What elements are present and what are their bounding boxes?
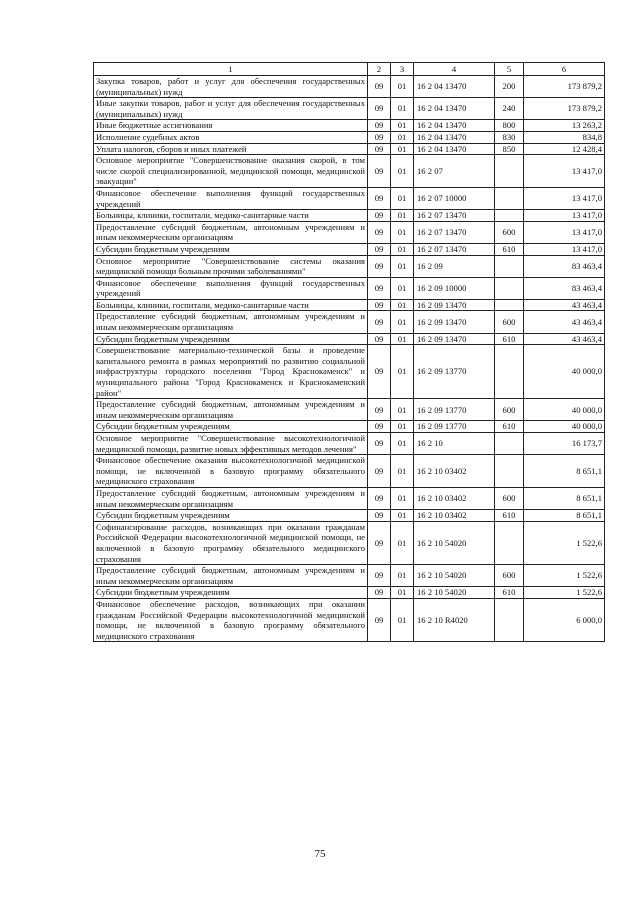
table-row — [94, 311, 605, 333]
target-article-code: 16 2 07 10000 — [414, 187, 495, 209]
table-row — [94, 521, 605, 564]
table-row — [94, 421, 605, 433]
target-article-code: 16 2 09 13470 — [414, 299, 495, 311]
subsection-code: 01 — [391, 487, 414, 509]
subsection-code: 01 — [391, 155, 414, 188]
amount: 173 879,2 — [524, 76, 605, 98]
expense-type-code: 600 — [495, 487, 524, 509]
target-article-code: 16 2 04 13470 — [414, 131, 495, 143]
table-row — [94, 510, 605, 522]
subsection-code: 01 — [391, 455, 414, 488]
subsection-code: 01 — [391, 277, 414, 299]
amount: 43 463,4 — [524, 299, 605, 311]
table-row — [94, 221, 605, 243]
subsection-code: 01 — [391, 299, 414, 311]
expense-type-code — [495, 187, 524, 209]
subsection-code: 01 — [391, 143, 414, 155]
section-code: 09 — [368, 155, 391, 188]
target-article-code: 16 2 04 13470 — [414, 143, 495, 155]
section-code: 09 — [368, 98, 391, 120]
amount: 6 000,0 — [524, 598, 605, 641]
table-row — [94, 487, 605, 509]
amount: 40 000,0 — [524, 421, 605, 433]
header-row — [94, 63, 605, 76]
item-name: Уплата налогов, сборов и иных платежей — [94, 143, 368, 155]
item-name: Субсидии бюджетным учреждениям — [94, 421, 368, 433]
target-article-code: 16 2 07 — [414, 155, 495, 188]
table-row — [94, 98, 605, 120]
item-name: Предоставление субсидий бюджетным, автономным учреждениям и иным некоммерческим организациям — [94, 487, 368, 509]
target-article-code: 16 2 09 10000 — [414, 277, 495, 299]
expense-type-code: 600 — [495, 221, 524, 243]
item-name: Больницы, клиники, госпитали, медико-санитарные части — [94, 299, 368, 311]
amount: 834,8 — [524, 131, 605, 143]
subsection-code: 01 — [391, 433, 414, 455]
amount: 13 417,0 — [524, 221, 605, 243]
section-code: 09 — [368, 399, 391, 421]
expense-type-code — [495, 255, 524, 277]
item-name: Предоставление субсидий бюджетным, автономным учреждениям и иным некоммерческим организациям — [94, 311, 368, 333]
target-article-code: 16 2 10 — [414, 433, 495, 455]
table-row — [94, 187, 605, 209]
expense-type-code: 600 — [495, 311, 524, 333]
section-code: 09 — [368, 143, 391, 155]
amount: 16 173,7 — [524, 433, 605, 455]
section-code: 09 — [368, 345, 391, 399]
section-code: 09 — [368, 487, 391, 509]
expense-type-code — [495, 521, 524, 564]
expense-type-code — [495, 210, 524, 222]
amount: 40 000,0 — [524, 345, 605, 399]
target-article-code: 16 2 07 13470 — [414, 210, 495, 222]
expense-type-code — [495, 598, 524, 641]
section-code: 09 — [368, 243, 391, 255]
subsection-code: 01 — [391, 510, 414, 522]
table-row — [94, 345, 605, 399]
target-article-code: 16 2 09 13470 — [414, 333, 495, 345]
amount: 13 417,0 — [524, 187, 605, 209]
section-code: 09 — [368, 598, 391, 641]
column-header: 5 — [495, 63, 524, 76]
item-name: Финансовое обеспечение выполнения функций государственных учреждений — [94, 277, 368, 299]
item-name: Софинансирование расходов, возникающих при оказании гражданам Российской Федерации высокотехнологичной медицинской помощи, не включенной в базовую программу обязательного медицинского страхования — [94, 521, 368, 564]
amount: 83 463,4 — [524, 277, 605, 299]
section-code: 09 — [368, 187, 391, 209]
subsection-code: 01 — [391, 131, 414, 143]
expense-type-code: 830 — [495, 131, 524, 143]
item-name: Финансовое обеспечение выполнения функций государственных учреждений — [94, 187, 368, 209]
expense-type-code: 610 — [495, 333, 524, 345]
column-header: 6 — [524, 63, 605, 76]
item-name: Иные бюджетные ассигнования — [94, 120, 368, 132]
table-row — [94, 433, 605, 455]
section-code: 09 — [368, 565, 391, 587]
item-name: Финансовое обеспечение расходов, возникающих при оказании гражданам Российской Федерации высокотехнологичной медицинской помощи, не включенной в базовую программу обязательного медицинского страхования — [94, 598, 368, 641]
expense-type-code: 610 — [495, 421, 524, 433]
table-row — [94, 131, 605, 143]
section-code: 09 — [368, 421, 391, 433]
subsection-code: 01 — [391, 399, 414, 421]
table-row — [94, 210, 605, 222]
section-code: 09 — [368, 311, 391, 333]
expense-type-code — [495, 455, 524, 488]
section-code: 09 — [368, 210, 391, 222]
subsection-code: 01 — [391, 120, 414, 132]
subsection-code: 01 — [391, 345, 414, 399]
expense-type-code: 850 — [495, 143, 524, 155]
column-header: 1 — [94, 63, 368, 76]
subsection-code: 01 — [391, 333, 414, 345]
section-code: 09 — [368, 120, 391, 132]
subsection-code: 01 — [391, 587, 414, 599]
amount: 43 463,4 — [524, 333, 605, 345]
table-row — [94, 243, 605, 255]
section-code: 09 — [368, 333, 391, 345]
amount: 43 463,4 — [524, 311, 605, 333]
expense-type-code — [495, 277, 524, 299]
target-article-code: 16 2 10 03402 — [414, 455, 495, 488]
item-name: Предоставление субсидий бюджетным, автономным учреждениям и иным некоммерческим организациям — [94, 221, 368, 243]
item-name: Закупка товаров, работ и услуг для обеспечения государственных (муниципальных) нужд — [94, 76, 368, 98]
table-row — [94, 565, 605, 587]
item-name: Субсидии бюджетным учреждениям — [94, 510, 368, 522]
expense-type-code: 800 — [495, 120, 524, 132]
target-article-code: 16 2 09 13770 — [414, 421, 495, 433]
table-row — [94, 143, 605, 155]
item-name: Иные закупки товаров, работ и услуг для обеспечения государственных (муниципальных) нужд — [94, 98, 368, 120]
table-row — [94, 333, 605, 345]
item-name: Основное мероприятие "Совершенствование высокотехнологичной медицинской помощи, развитие новых эффективных методов лечения" — [94, 433, 368, 455]
subsection-code: 01 — [391, 421, 414, 433]
expense-type-code — [495, 299, 524, 311]
item-name: Основное мероприятие "Совершенствование оказания скорой, в том числе скорой специализированной, медицинской помощи, медицинской эвакуации" — [94, 155, 368, 188]
table-row — [94, 399, 605, 421]
expense-type-code: 200 — [495, 76, 524, 98]
item-name: Основное мероприятие "Совершенствование системы оказания медицинской помощи больным прочими заболеваниями" — [94, 255, 368, 277]
column-header: 3 — [391, 63, 414, 76]
item-name: Субсидии бюджетным учреждениям — [94, 587, 368, 599]
subsection-code: 01 — [391, 521, 414, 564]
item-name: Совершенствование материально-технической базы и проведение капитального ремонта в рамках мероприятий по развитию социальной инфраструктуры городского поселения "Город Краснокаменск" и муниципального района "Город Краснокаменск и Краснокаменский район" — [94, 345, 368, 399]
subsection-code: 01 — [391, 210, 414, 222]
expense-type-code: 610 — [495, 510, 524, 522]
section-code: 09 — [368, 433, 391, 455]
subsection-code: 01 — [391, 221, 414, 243]
expense-type-code — [495, 433, 524, 455]
subsection-code: 01 — [391, 598, 414, 641]
target-article-code: 16 2 09 13770 — [414, 345, 495, 399]
expense-type-code — [495, 345, 524, 399]
page-number: 75 — [314, 848, 326, 860]
table-row — [94, 587, 605, 599]
target-article-code: 16 2 10 R4020 — [414, 598, 495, 641]
section-code: 09 — [368, 521, 391, 564]
amount: 8 651,1 — [524, 510, 605, 522]
section-code: 09 — [368, 587, 391, 599]
item-name: Субсидии бюджетным учреждениям — [94, 243, 368, 255]
item-name: Больницы, клиники, госпитали, медико-санитарные части — [94, 210, 368, 222]
subsection-code: 01 — [391, 76, 414, 98]
amount: 13 263,2 — [524, 120, 605, 132]
target-article-code: 16 2 04 13470 — [414, 98, 495, 120]
table-body — [94, 63, 605, 642]
table-row — [94, 76, 605, 98]
expense-type-code: 610 — [495, 243, 524, 255]
expense-type-code: 600 — [495, 565, 524, 587]
amount: 1 522,6 — [524, 521, 605, 564]
section-code: 09 — [368, 277, 391, 299]
amount: 1 522,6 — [524, 587, 605, 599]
target-article-code: 16 2 07 13470 — [414, 243, 495, 255]
expense-type-code: 600 — [495, 399, 524, 421]
table-row — [94, 255, 605, 277]
target-article-code: 16 2 09 13770 — [414, 399, 495, 421]
subsection-code: 01 — [391, 311, 414, 333]
table-row — [94, 598, 605, 641]
amount: 40 000,0 — [524, 399, 605, 421]
item-name: Финансовое обеспечение оказания высокотехнологичной медицинской помощи, не включенной в базовую программу обязательного медицинского страхования — [94, 455, 368, 488]
subsection-code: 01 — [391, 255, 414, 277]
subsection-code: 01 — [391, 243, 414, 255]
expense-type-code: 610 — [495, 587, 524, 599]
target-article-code: 16 2 10 54020 — [414, 587, 495, 599]
amount: 12 428,4 — [524, 143, 605, 155]
subsection-code: 01 — [391, 187, 414, 209]
item-name: Исполнение судебных актов — [94, 131, 368, 143]
amount: 8 651,1 — [524, 487, 605, 509]
expense-type-code — [495, 155, 524, 188]
section-code: 09 — [368, 299, 391, 311]
subsection-code: 01 — [391, 98, 414, 120]
item-name: Предоставление субсидий бюджетным, автономным учреждениям и иным некоммерческим организациям — [94, 565, 368, 587]
target-article-code: 16 2 09 13470 — [414, 311, 495, 333]
target-article-code: 16 2 07 13470 — [414, 221, 495, 243]
amount: 13 417,0 — [524, 155, 605, 188]
amount: 13 417,0 — [524, 210, 605, 222]
item-name: Предоставление субсидий бюджетным, автономным учреждениям и иным некоммерческим организациям — [94, 399, 368, 421]
item-name: Субсидии бюджетным учреждениям — [94, 333, 368, 345]
target-article-code: 16 2 10 54020 — [414, 565, 495, 587]
amount: 13 417,0 — [524, 243, 605, 255]
target-article-code: 16 2 10 03402 — [414, 510, 495, 522]
amount: 1 522,6 — [524, 565, 605, 587]
subsection-code: 01 — [391, 565, 414, 587]
section-code: 09 — [368, 221, 391, 243]
table-row — [94, 455, 605, 488]
column-header: 2 — [368, 63, 391, 76]
table-row — [94, 155, 605, 188]
target-article-code: 16 2 04 13470 — [414, 120, 495, 132]
target-article-code: 16 2 10 03402 — [414, 487, 495, 509]
section-code: 09 — [368, 255, 391, 277]
amount: 8 651,1 — [524, 455, 605, 488]
target-article-code: 16 2 04 13470 — [414, 76, 495, 98]
expense-type-code: 240 — [495, 98, 524, 120]
budget-table — [93, 62, 605, 642]
section-code: 09 — [368, 455, 391, 488]
section-code: 09 — [368, 76, 391, 98]
table-row — [94, 277, 605, 299]
section-code: 09 — [368, 510, 391, 522]
table-row — [94, 299, 605, 311]
amount: 173 879,2 — [524, 98, 605, 120]
section-code: 09 — [368, 131, 391, 143]
amount: 83 463,4 — [524, 255, 605, 277]
target-article-code: 16 2 09 — [414, 255, 495, 277]
column-header: 4 — [414, 63, 495, 76]
target-article-code: 16 2 10 54020 — [414, 521, 495, 564]
table-row — [94, 120, 605, 132]
